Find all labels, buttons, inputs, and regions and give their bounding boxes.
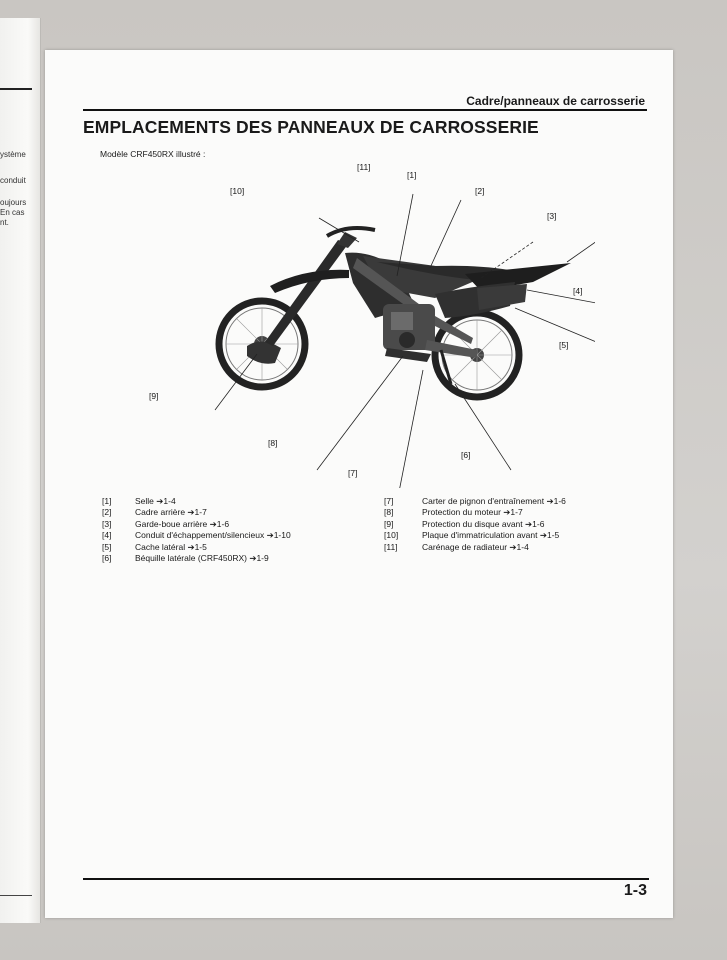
legend-item: [3] Garde-boue arrière ➔1-6 <box>102 518 230 529</box>
left-page-edge <box>0 18 41 923</box>
page-number: 1-3 <box>623 882 647 899</box>
callout-label: [10] <box>230 186 245 196</box>
callout-label: [1] <box>407 170 417 180</box>
section-title: EMPLACEMENTS DES PANNEAUX DE CARROSSERIE <box>83 117 539 137</box>
callout-label: [11] <box>357 162 371 172</box>
motorcycle-figure <box>135 158 595 488</box>
legend-item: [6] Béquille latérale (CRF450RX) ➔1-9 <box>102 553 269 564</box>
callout-label: [3] <box>547 211 557 221</box>
legend-item: [4] Conduit d'échappement/silencieux ➔1-10 <box>102 530 291 541</box>
callout-label: [2] <box>475 186 485 196</box>
footer-rule <box>83 878 649 880</box>
legend-item: [8] Protection du moteur ➔1-7 <box>384 507 523 518</box>
manual-page <box>45 50 673 918</box>
legend-item: [10] Plaque d'immatriculation avant ➔1-5 <box>384 530 560 541</box>
legend-item: [2] Cadre arrière ➔1-7 <box>102 507 207 518</box>
legend-item: [7] Carter de pignon d'entraînement ➔1-6 <box>384 496 566 506</box>
left-page-rule <box>0 88 32 90</box>
left-page-rule <box>0 895 32 896</box>
legend-item: [5] Cache latéral ➔1-5 <box>102 541 207 552</box>
legend-left <box>102 496 291 564</box>
callout-label: [5] <box>559 340 569 350</box>
callout-label: [6] <box>461 450 471 460</box>
figure-caption: Modèle CRF450RX illustré : <box>100 149 206 159</box>
callout-label: [4] <box>573 286 583 296</box>
header-rule <box>83 109 647 111</box>
callout-label: [7] <box>348 468 358 478</box>
legend-item: [9] Protection du disque avant ➔1-6 <box>384 518 545 529</box>
legend-right <box>384 496 566 553</box>
callout-label: [9] <box>149 391 159 401</box>
left-page-text: oujours <box>0 198 27 207</box>
callout-label: [8] <box>268 438 278 448</box>
header-title: Cadre/panneaux de carrosserie <box>466 94 645 108</box>
left-page-text: nt. <box>0 218 9 227</box>
left-page-text: ystème <box>0 150 26 159</box>
left-page-text: En cas <box>0 208 25 217</box>
motorcycle-illustration <box>135 158 595 488</box>
legend-item: [11] Carénage de radiateur ➔1-4 <box>384 541 529 552</box>
legend-item: [1] Selle ➔1-4 <box>102 496 176 506</box>
left-page-text: conduit <box>0 176 26 185</box>
